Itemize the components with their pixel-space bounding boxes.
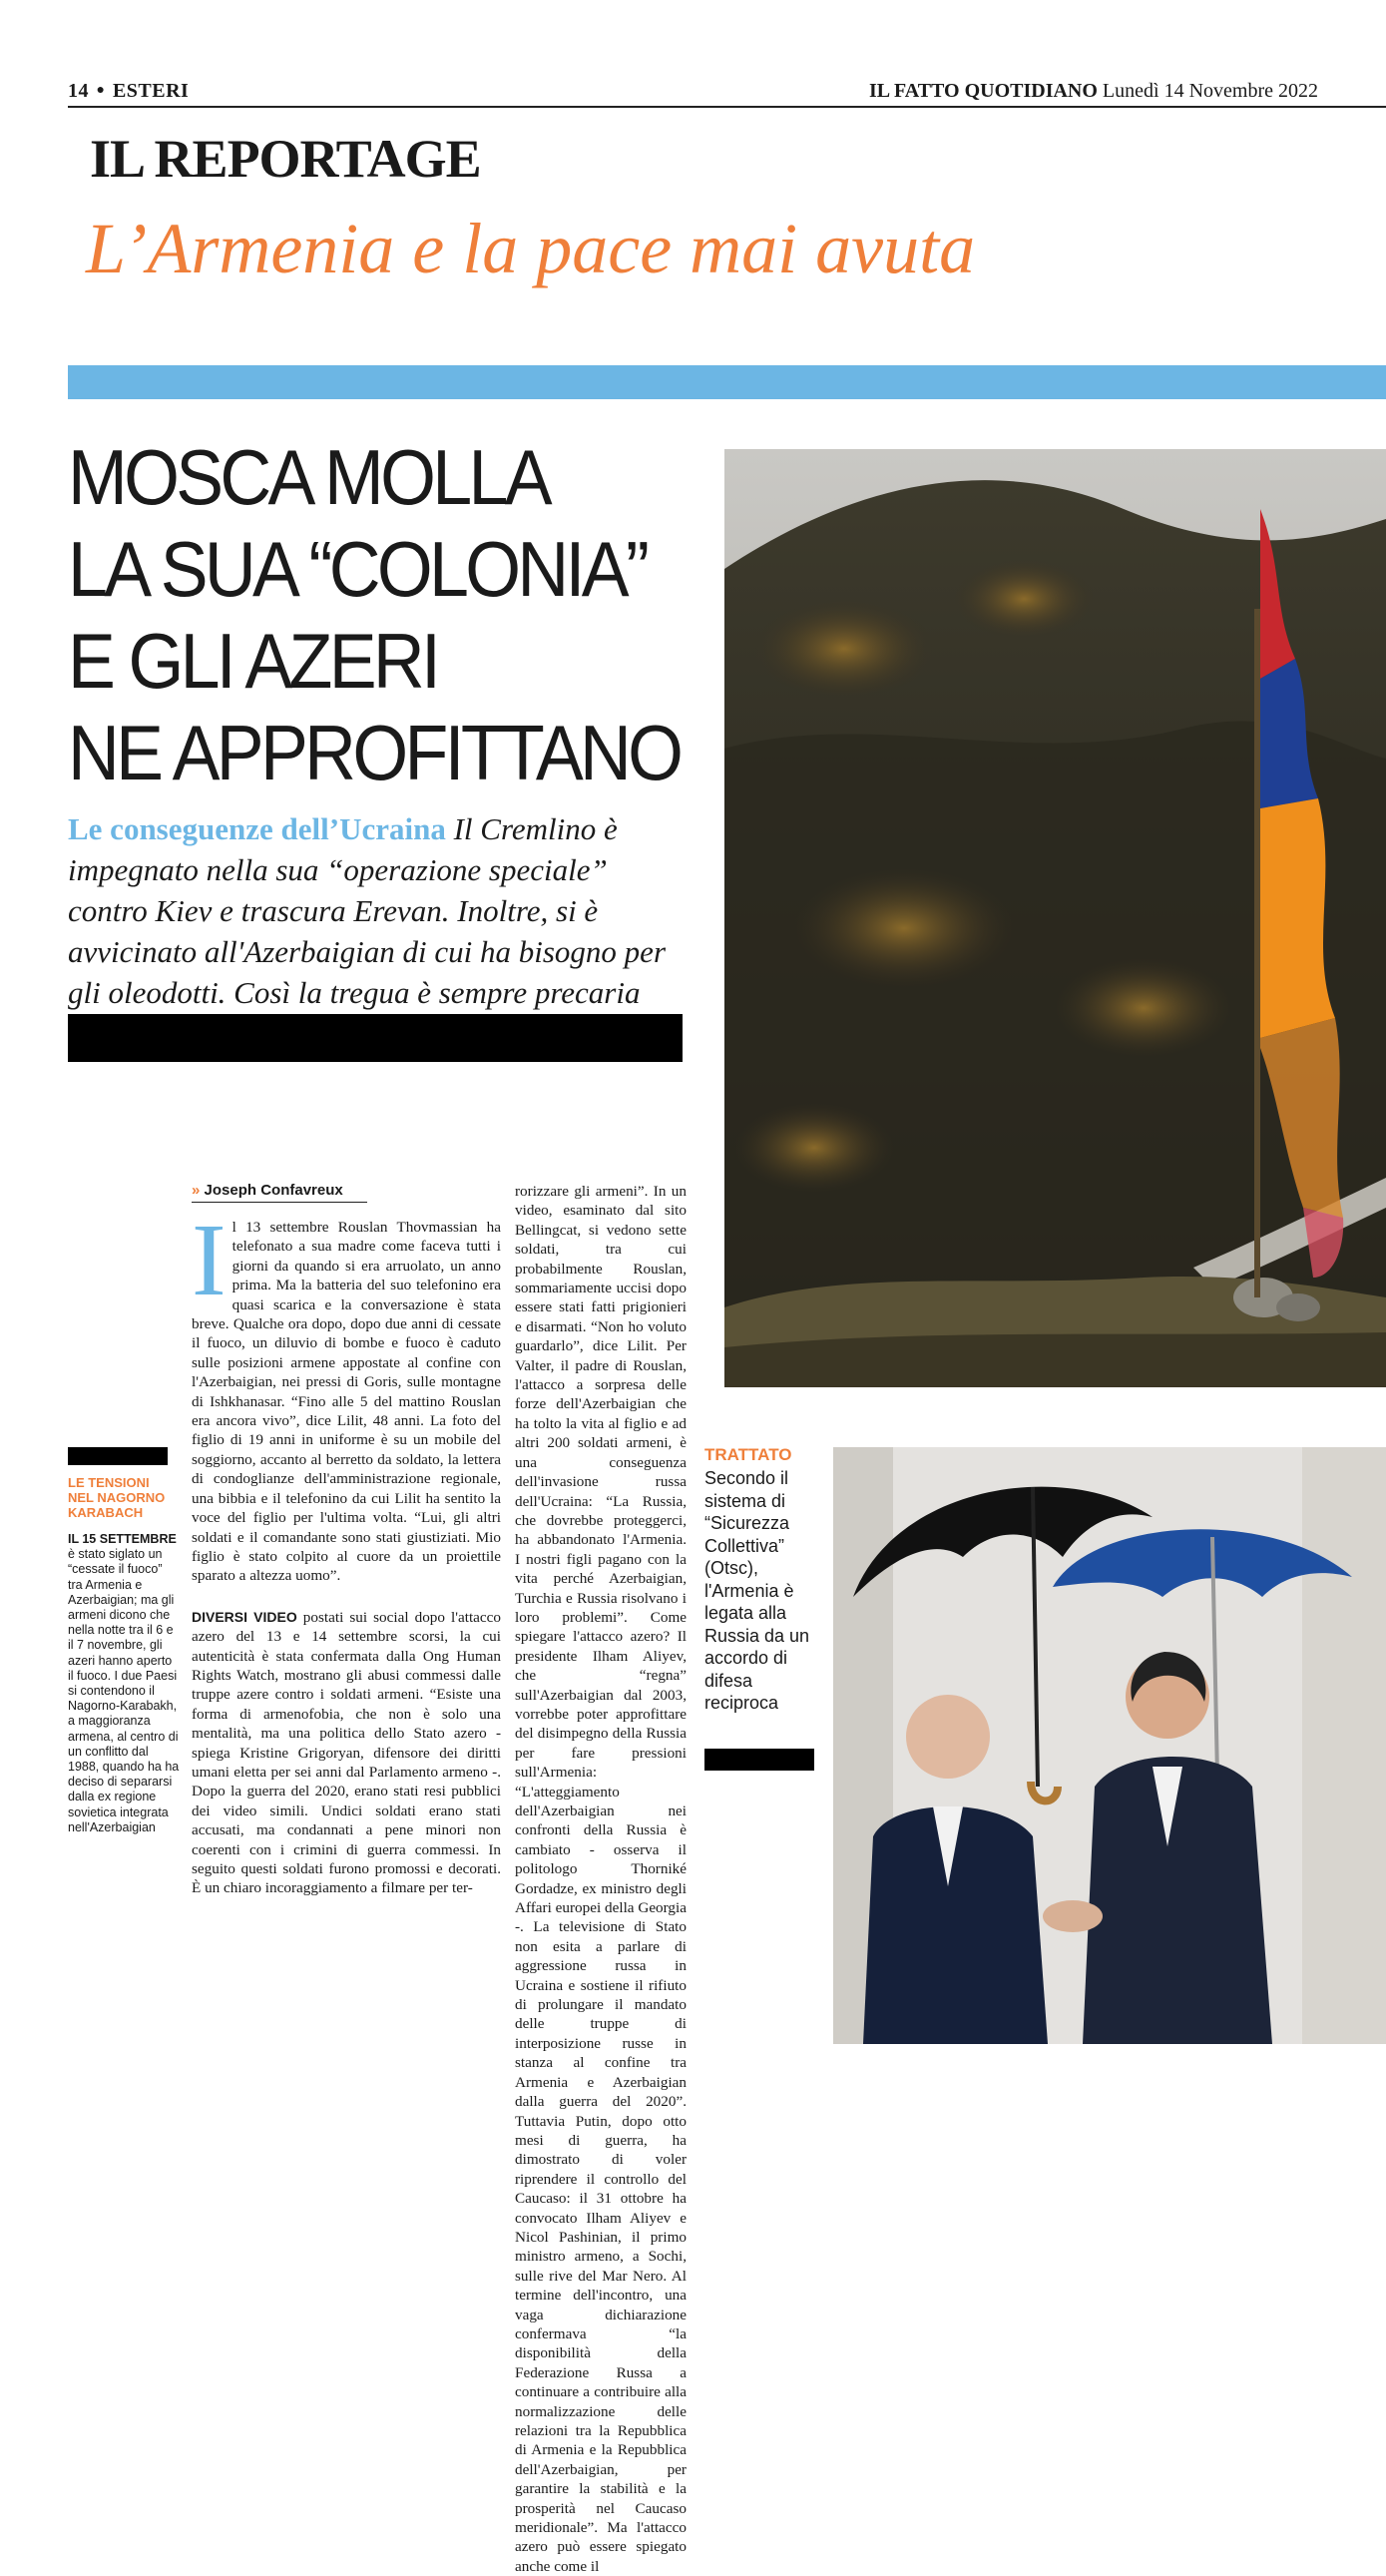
sidebar-title: LE TENSIONI NEL NAGORNO KARABACH bbox=[68, 1475, 166, 1520]
headline-line: LA SUA “COLONIA” bbox=[68, 525, 647, 613]
dropcap: I bbox=[192, 1203, 227, 1317]
page-section-label bbox=[68, 80, 189, 103]
deck-text: Il Cremlino è impegnato nella sua “operazione speciale” contro Kiev e trascura Erevan. Inoltre, si è avvicinato all'Azerbaigian di cui ha bisogno per gli oleodotti. Così la tregua è sempre precaria bbox=[68, 811, 667, 1010]
deck-kicker: Le conseguenze dell’Ucraina bbox=[68, 811, 446, 846]
byline bbox=[192, 1182, 367, 1203]
article-paragraph: l 13 settembre Rouslan Thovmassian ha telefonato a sua madre come faceva tutti i giorni da quando si era arruolato, un anno prima. Ma la batteria del suo telefonino era quasi scarica e la conversazione è stata breve. Qualche ora dopo, dopo due anni di cessate il fuoco, un diluvio di bombe e fuoco è caduto sulle posizioni armene appostate al confine con l'Azerbaigian, nei pressi di Goris, sulle montagne di Ishkhanasar. “Fino alle 5 del mattino Rouslan era ancora vivo”, dice Lilit, 48 anni. La foto del figlio di 19 anni in uniforme è su un mobile del soggiorno, accanto al berretto da soldato, la lettera di condoglianze dell'amministrazione regionale, una bibbia e il telefonino da cui Lilit ha sentito la voce del figlio per l'ultima volta. “Lui, gli altri soldati e il comandante sono stati giustiziati. Mio figlio è stato colpito al cuore da un proiettile sparato a altezza uomo”. bbox=[192, 1219, 501, 1585]
headline-line: NE APPROFITTANO bbox=[68, 709, 681, 796]
caption-bar bbox=[704, 1749, 814, 1771]
author-name: Joseph Confavreux bbox=[204, 1182, 343, 1199]
black-bar bbox=[68, 1014, 683, 1062]
headline bbox=[68, 431, 681, 798]
masthead-info bbox=[869, 80, 1318, 103]
header-rule bbox=[68, 106, 1386, 108]
newspaper-name: IL FATTO QUOTIDIANO bbox=[868, 80, 1098, 102]
section-name: ESTERI bbox=[112, 80, 190, 102]
caption-title: TRATTATO bbox=[704, 1445, 792, 1464]
sidebar-lead: IL 15 SETTEMBRE bbox=[68, 1532, 177, 1546]
umbrella-photo-illustration bbox=[833, 1447, 1386, 2044]
headline-line: E GLI AZERI bbox=[68, 617, 438, 705]
flag-photo bbox=[724, 449, 1386, 1387]
color-band bbox=[68, 365, 1386, 399]
deck bbox=[68, 808, 687, 1013]
article-paragraph: Come spiegare l'attacco azero? Il presidente Ilham Aliyev, che “regna” sull'Azerbaigian dal 2003, vorrebbe poter approfittare del disimpegno della Russia per fare pressioni sull'Armenia: “L'atteggiamento dell'Azerbaigian nei confronti della Russia è cambiato - osserva il politologo Thorniké Gordadze, ex ministro degli Affari europei della Georgia -. La televisione di Stato non esita a parlare di aggressione russa in Ucraina e sostiene il rifiuto di prolungare il mandato delle truppe di interposizione russe in stanza al confine tra Armenia e Azerbaigian dalla guerra del 2020”. Tuttavia Putin, dopo otto mesi di guerra, ha dimostrato di voler riprendere il controllo del Caucaso: il 31 ottobre ha convocato Ilham Aliyev e Nicol Pashinian, il primo ministro armeno, a Sochi, sulle rive del Mar Nero. Al termine dell'incontro, una vaga dichiarazione confermava “la disponibilità della Federazione Russa a continuare a contribuire alla normalizzazione delle relazioni tra la Repubblica di Armenia e la Repubblica dell'Azerbaigian, per garantire la stabilità e la prosperità nel Caucaso meridionale”. Ma l'attacco azero può essere spiegato anche come il bbox=[515, 1608, 687, 2575]
sidebar-bar bbox=[68, 1447, 168, 1465]
headline-line: MOSCA MOLLA bbox=[68, 433, 549, 521]
sidebar-text bbox=[68, 1532, 180, 1835]
issue-date: Lunedì 14 Novembre 2022 bbox=[1102, 80, 1318, 102]
umbrella-photo bbox=[833, 1447, 1386, 2044]
rubric: IL REPORTAGE bbox=[90, 129, 481, 189]
article-paragraph: rorizzare gli armeni”. In un video, esaminato dal sito Bellingcat, si vedono sette soldati, tra cui probabilmente Rouslan, sommariamente uccisi dopo essere stati fatti prigionieri e disarmati. “Non ho voluto guardarlo”, dice Lilit. Per Valter, il padre di Rouslan, l'attacco a sorpresa delle forze dell'Azerbaigian che ha tolto la vita al figlio e ad altri 200 soldati armeni, è una conseguenza dell'invasione russa dell'Ucraina: “La Russia, che dovrebbe proteggerci, ha abbandonato l'Armenia. I nostri figli pagano con la vita perché Azerbaigian, Turchia e Russia risolvano i loro problemi”. bbox=[515, 1183, 687, 1626]
sidebar-body: è stato siglato un “cessate il fuoco” tra Armenia e Azerbaigian; ma gli armeni dicono che nella notte tra il 6 e il 7 novembre, gli azeri hanno aperto il fuoco. I due Paesi si contendono il Nagorno-Karabakh, a maggioranza armena, al centro di un conflitto dal 1988, quando ha ha deciso di separarsi dalla ex regione sovietica integrata nell'Azerbaigian bbox=[68, 1547, 180, 1834]
bullet-icon: ● bbox=[96, 83, 106, 98]
article-column-1 bbox=[192, 1203, 502, 1898]
page-number: 14 bbox=[68, 80, 89, 102]
caption-text: Secondo il sistema di “Sicurezza Collettiva” (Otsc), l'Armenia è legata alla Russia da un accordo di difesa reciproca bbox=[704, 1468, 810, 1713]
article-section bbox=[192, 1608, 501, 1898]
article-paragraph: postati sui social dopo l'attacco azero del 13 e 14 settembre scorsi, la cui autenticità è stata confermata dalla Ong Human Rights Watch, mostrano gli abusi commessi dalle truppe azere contro i soldati armeni. “Esiste una forma di armenofobia, che non è solo una mentalità, ma una politica dello Stato azero - spiega Kristine Grigoryan, difensore dei diritti umani eletta per sei anni dal Parlamento armeno -. Dopo la guerra del 2020, erano stati resi pubblici dei video simili. Undici soldati erano stati accusati, ma condannati a pene minori non coerenti con i crimini di guerra commessi. In seguito questi soldati furono promossi e decorati. È un chiaro incoraggiamento a filmare per ter- bbox=[192, 1608, 502, 1897]
subtitle: L’Armenia e la pace mai avuta bbox=[86, 209, 976, 288]
section-lead: DIVERSI VIDEO bbox=[192, 1608, 297, 1625]
byline-arrow-icon: » bbox=[192, 1182, 201, 1199]
article-column-2 bbox=[515, 1182, 687, 2576]
flag-photo-illustration bbox=[724, 449, 1386, 1387]
